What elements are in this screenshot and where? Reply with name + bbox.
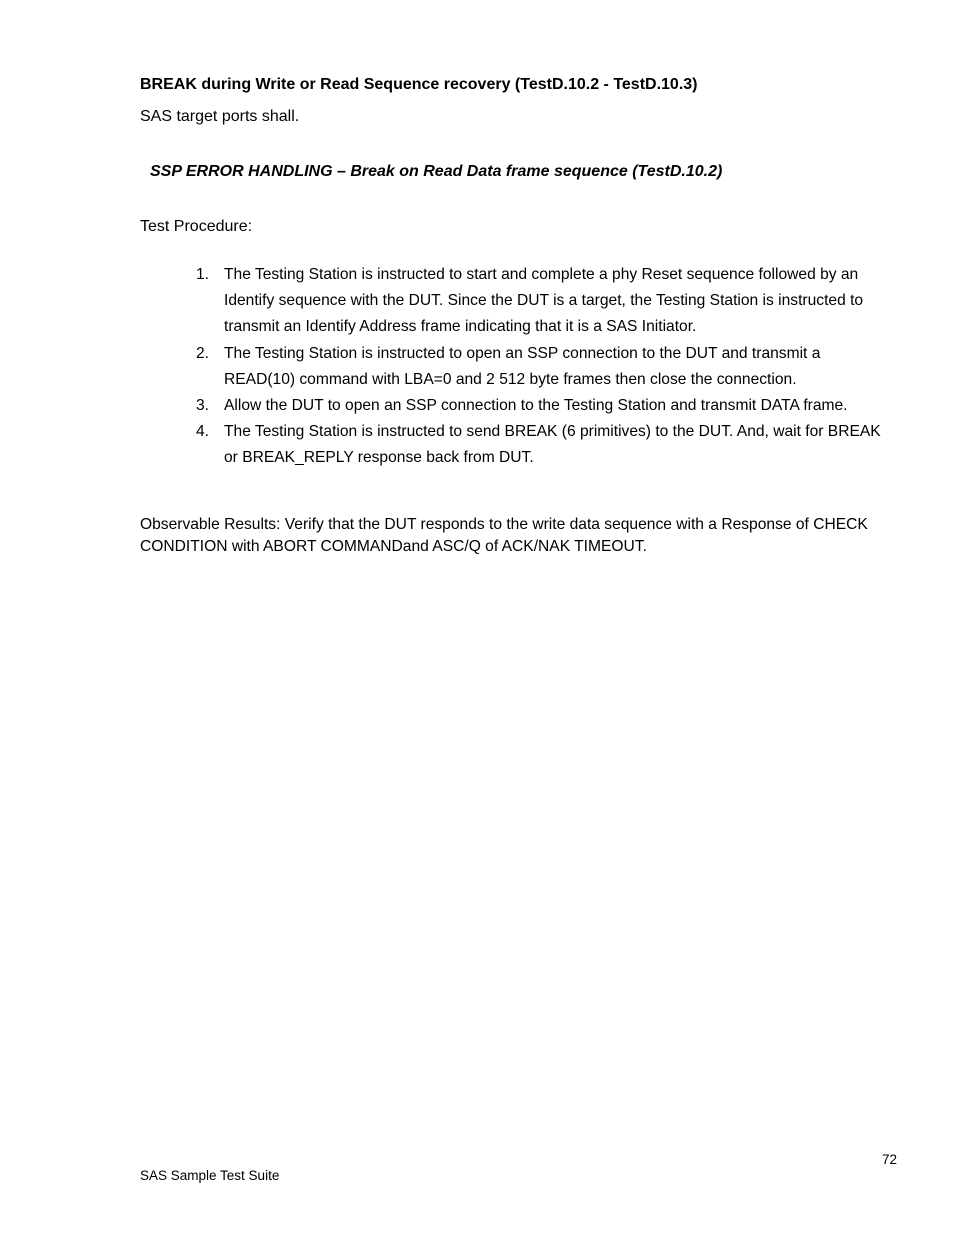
procedure-step [186, 262, 886, 341]
test-sub-heading: SSP ERROR HANDLING – Break on Read Data frame sequence (TestD.10.2) [150, 163, 723, 180]
section-heading: BREAK during Write or Read Sequence recovery (TestD.10.2 - TestD.10.3) [140, 76, 698, 93]
observable-results: Observable Results: Verify that the DUT responds to the write data sequence with a Response of CHECK CONDITION with ABORT COMMANDand ASC/Q of ACK/NAK TIMEOUT. [140, 516, 868, 555]
step-text: The Testing Station is instructed to send BREAK (6 primitives) to the DUT. And, wait for BREAK or BREAK_REPLY response back from DUT. [224, 423, 881, 467]
step-number: 4. [196, 423, 210, 441]
step-number: 3. [196, 397, 210, 415]
step-number: 1. [196, 266, 210, 283]
step-text: Allow the DUT to open an SSP connection to the Testing Station and transmit DATA frame. [224, 397, 848, 415]
intro-text: SAS target ports shall. [140, 108, 300, 125]
footer-document-title: SAS Sample Test Suite [140, 1168, 280, 1183]
step-text: The Testing Station is instructed to start and complete a phy Reset sequence followed by an Identify sequence with the DUT. Since the DUT is a target, the Testing Station is instructed to transmit an Identify Address frame indicating that it is a SAS Initiator. [224, 266, 864, 336]
step-text: The Testing Station is instructed to open an SSP connection to the DUT and transmit a READ(10) command with LBA=0 and 2 512 byte frames then close the connection. [224, 344, 821, 388]
procedure-step [186, 341, 886, 393]
procedure-step [186, 419, 886, 471]
step-number: 2. [196, 344, 210, 362]
test-procedure-label: Test Procedure: [140, 218, 253, 235]
procedure-step [186, 393, 886, 419]
procedure-steps-list [186, 262, 886, 472]
page-number: 72 [882, 1152, 898, 1167]
